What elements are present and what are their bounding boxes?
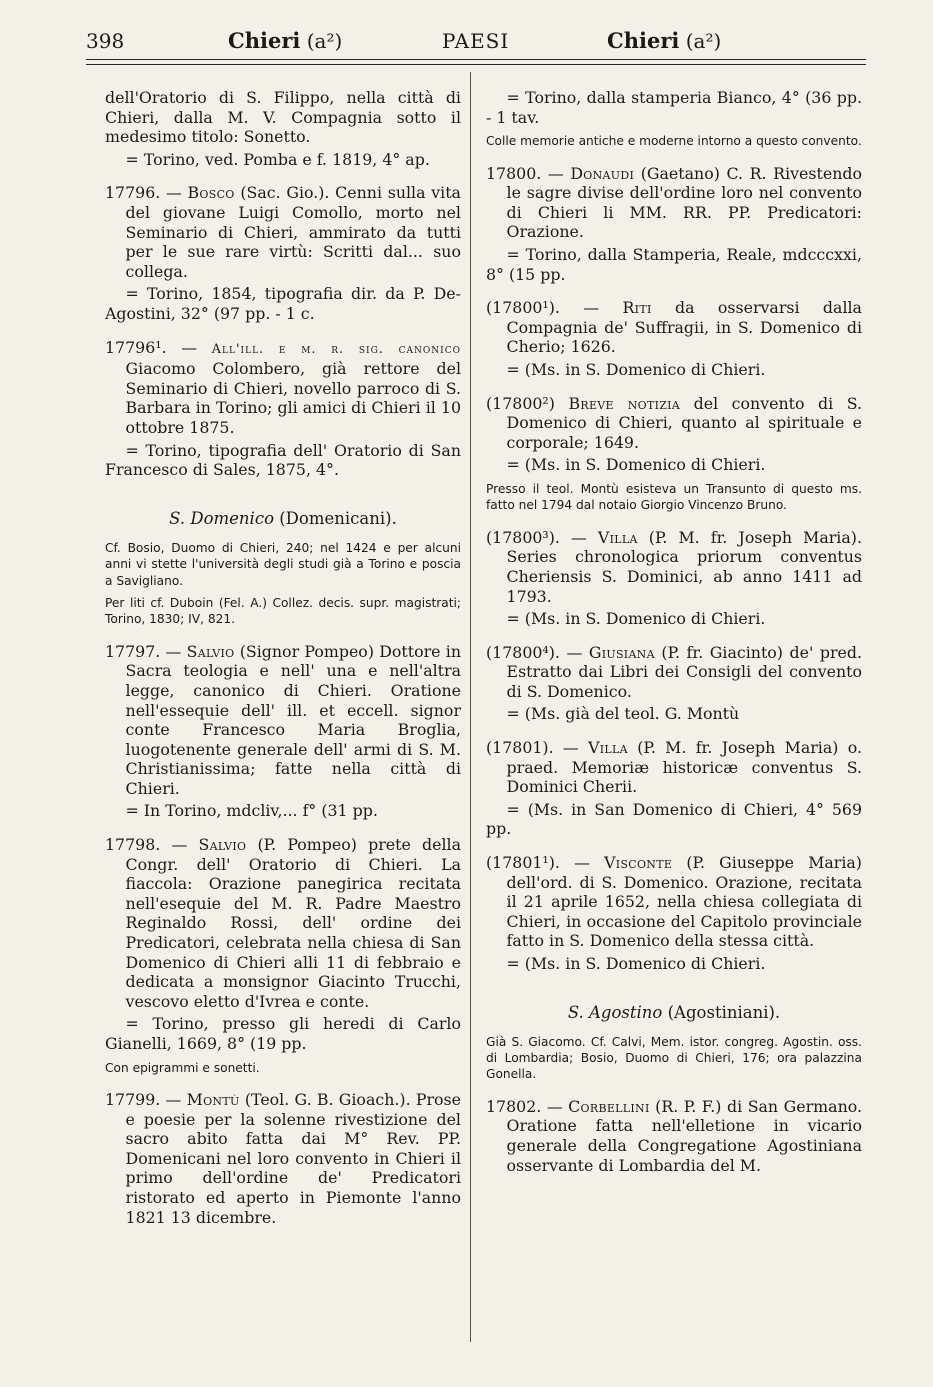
entry-imprint: = (Ms. già del teol. G. Montù <box>506 704 740 724</box>
entry-17800-4 <box>486 643 862 702</box>
running-head-center: PAESI <box>442 29 510 53</box>
entry-number: 17798. — <box>105 835 188 855</box>
entry-text: (P. Pompeo) prete della Congr. dell' Oratorio di Chieri. La fiaccola: Orazione panegirica recitata nell'esequie del M. R. Padre Maestro Reginaldo Rossi, dell' ordine dei Predicatori, celebrata nella chiesa di San Domenico di Chieri alli 11 di febbraio e dedicata a monsignor Giacinto Trucchi, vescovo eletto d'Ivrea e conte. <box>125 835 461 1011</box>
entry-author: Breve notizia <box>568 393 681 413</box>
entry-imprint: = Torino, ved. Pomba e f. 1819, 4° ap. <box>125 149 430 169</box>
entry-text: da osservarsi dalla Compagnia de' Suffragii, in S. Domenico di Cherio; 1626. <box>506 298 862 357</box>
entry-number: (17801¹). — <box>486 853 590 873</box>
entry-text: dell'Oratorio di S. Filippo, nella città di Chieri, dalla M. V. Compagnia sotto il medesimo titolo: Sonetto. <box>105 88 461 147</box>
entry-17802 <box>486 1097 862 1175</box>
section-heading-s-agostino <box>486 1002 862 1024</box>
entry-imprint: = (Ms. in S. Domenico di Chieri. <box>506 609 766 629</box>
entry-17800-3 <box>486 528 862 606</box>
entry-author: Corbellini <box>568 1096 650 1116</box>
entry-imprint: = Torino, 1854, tipografia dir. da P. De-Agostini, 32° (97 pp. - 1 c. <box>105 284 461 323</box>
entry-17801-1 <box>486 853 862 951</box>
page-number: 398 <box>86 29 125 53</box>
entry-number: (17801). — <box>486 738 579 758</box>
entry-17799 <box>105 1090 461 1227</box>
running-head-left-suffix: (a²) <box>306 29 343 53</box>
entry-imprint: = Torino, presso gli heredi di Carlo Gianelli, 1669, 8° (19 pp. <box>105 1014 461 1053</box>
entry-imprint: = Torino, dalla Stamperia, Reale, mdcccxxi, 8° (15 pp. <box>486 244 862 284</box>
running-head-right-title: Chieri <box>607 28 680 53</box>
entry-note: Con epigrammi e sonetti. <box>105 1060 260 1075</box>
entry-17796-1 <box>105 338 461 438</box>
running-head-left-title: Chieri <box>228 28 301 53</box>
section-note: Già S. Giacomo. Cf. Calvi, Mem. istor. congreg. Agostin. oss. di Lombardia; Bosio, Duomo di Chieri, 176; ora palazzina Gonella. <box>486 1034 862 1082</box>
running-head-left <box>228 28 342 54</box>
section-note: Per liti cf. Duboin (Fel. A.) Collez. decis. supr. magistrati; Torino, 1830; IV, 821. <box>105 595 461 627</box>
section-order: (Agostiniani). <box>667 1002 781 1022</box>
entry-imprint: = In Torino, mdcliv,... f° (31 pp. <box>125 801 378 821</box>
entry-text: (P. fr. Giacinto) de' pred. Estratto dai Libri dei Consigli del convento di S. Domenico. <box>506 642 862 701</box>
entry-text: (P. Giuseppe Maria) dell'ord. di S. Domenico. Orazione, recitata il 21 aprile 1652, nella chiesa collegiata di Chieri, in occasione del Capitolo provinciale fatto in S. Domenico della stessa città. <box>506 853 862 951</box>
entry-number: (17800⁴). — <box>486 642 583 662</box>
entry-number: 17797. — <box>105 641 182 661</box>
entry-author: Villa <box>597 527 638 547</box>
section-title: S. Domenico <box>169 508 274 528</box>
entry-17797 <box>105 642 461 799</box>
entry-text: del convento di S. Domenico di Chieri, quanto al spirituale e corporale; 1649. <box>506 393 863 452</box>
section-heading-s-domenico <box>105 508 461 530</box>
entry-continuation <box>105 88 461 147</box>
entry-text: (Sac. Gio.). Cenni sulla vita del giovane Luigi Comollo, morto nel Seminario di Chieri, ammirato da tutti per le sue rare virtù: Scritti dal... suo collega. <box>125 183 461 281</box>
column-divider <box>470 72 471 1342</box>
header-rule-bottom <box>86 64 866 65</box>
entry-number: 17799. — <box>105 1090 182 1109</box>
entry-17800-1 <box>486 298 862 357</box>
entry-imprint: = (Ms. in S. Domenico di Chieri. <box>506 455 766 475</box>
entry-note: Presso il teol. Montù esisteva un Transunto di questo ms. fatto nel 1794 dal notaio Giorgio Vincenzo Bruno. <box>486 481 862 513</box>
entry-imprint: = Torino, tipografia dell' Oratorio di San Francesco di Sales, 1875, 4°. <box>105 440 461 480</box>
entry-number: (17800²) <box>486 393 555 413</box>
section-note: Cf. Bosio, Duomo di Chieri, 240; nel 1424 e per alcuni anni vi stette l'università degli studi già a Torino e poscia a Savigliano. <box>105 540 461 588</box>
entry-17796 <box>105 183 461 281</box>
entry-author: Montù <box>186 1090 240 1109</box>
entry-author: Visconte <box>604 853 673 873</box>
section-order: (Domenicani). <box>279 508 397 528</box>
entry-17801 <box>486 738 862 797</box>
entry-note: Colle memorie antiche e moderne intorno a questo convento. <box>486 134 862 149</box>
entry-imprint: = (Ms. in S. Domenico di Chieri. <box>506 359 766 379</box>
running-head-right <box>607 28 721 54</box>
entry-number: (17800³). — <box>486 527 587 547</box>
header-rule-top <box>86 59 866 60</box>
entry-text: (P. M. fr. Joseph Maria). Series chronologica priorum conventus Cheriensis S. Dominici, ab anno 1411 ad 1793. <box>506 527 862 606</box>
entry-text: (Signor Pompeo) Dottore in Sacra teologia e nell' una e nell'altra legge, canonico di Chieri. Oratione nell'essequie dell' ill. et eccell. signor conte Francesco Maria Broglia, luogotenente generale dell' armi di S. M. Christianissima; fatte nella città di Chieri. <box>125 641 461 798</box>
entry-text: (P. M. fr. Joseph Maria) o. praed. Memoriæ historicæ conventus S. Dominici Cherii. <box>506 738 863 797</box>
entry-author: Riti <box>622 298 652 318</box>
entry-imprint: = (Ms. in San Domenico di Chieri, 4° 569 pp. <box>486 799 862 839</box>
right-column <box>486 88 862 1175</box>
entry-17798 <box>105 835 461 1011</box>
entry-author: Bosco <box>187 183 235 203</box>
section-title: S. Agostino <box>567 1002 663 1022</box>
entry-number: (17800¹). — <box>486 298 600 318</box>
entry-author: Donaudi <box>570 163 635 183</box>
entry-text: Giacomo Colombero, già rettore del Seminario di Chieri, novello parroco di S. Barbara in Torino; gli amici di Chieri il 10 ottobre 1875. <box>125 359 461 437</box>
entry-text: (R. P. F.) di San Germano. Oratione fatta nell'elletione in vicario generale della Congregatione Agostiniana osservante di Lombardia del M. <box>506 1096 862 1175</box>
entry-17800 <box>486 164 862 242</box>
entry-text: (Teol. G. B. Gioach.). Prose e poesie per la solenne rivestizione del sacro abito fatta dai M° Rev. PP. Domenicani nel loro convento in Chieri il primo dell'ordine de' Predicatori ristorato ed aperto in Piemonte l'anno 1821 13 dicembre. <box>125 1090 462 1227</box>
entry-author: All'ill. e m. r. sig. canonico <box>211 341 461 357</box>
entry-number: 17796¹. — <box>105 337 198 357</box>
entry-imprint: = (Ms. in S. Domenico di Chieri. <box>506 954 766 973</box>
entry-text: (Gaetano) C. R. Rivestendo le sagre divise dell'ordine loro nel convento di Chieri li MM. RR. PP. Predicatori: Orazione. <box>506 163 863 242</box>
left-column <box>105 88 461 1227</box>
entry-number: 17796. — <box>105 183 182 203</box>
entry-number: 17800. — <box>486 163 564 183</box>
entry-author: Salvio <box>186 641 235 661</box>
entry-author: Villa <box>588 738 628 758</box>
entry-number: 17802. — <box>486 1096 563 1116</box>
running-head-right-suffix: (a²) <box>685 29 722 53</box>
entry-imprint: = Torino, dalla stamperia Bianco, 4° (36 pp. - 1 tav. <box>486 88 862 127</box>
entry-author: Giusiana <box>588 642 655 662</box>
entry-author: Salvio <box>198 835 247 855</box>
entry-17800-2 <box>486 394 862 453</box>
